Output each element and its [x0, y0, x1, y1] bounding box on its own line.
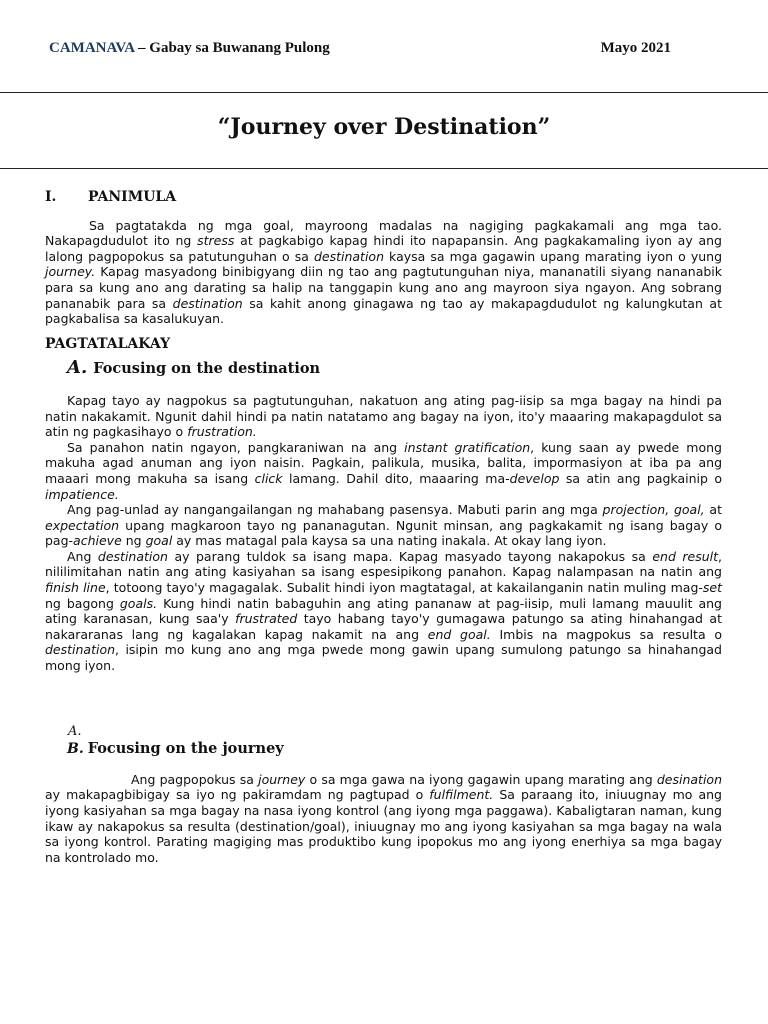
destination-paragraph-1: Kapag tayo ay nagpokus sa pagtutunguhan, nakatuon ang ating pag-iisip sa mga bagay na hindi pa natin nakakamit. Ngunit dahil hindi pa natin natatamo ang bagay na iyon, ito'y maaaring makapagdulot sa atin ng pagkasihayo o frustration. — [45, 392, 722, 440]
subsection-b-heading — [67, 741, 722, 758]
subsection-a-heading — [67, 357, 722, 379]
subsection-a-letter: A. — [67, 357, 88, 379]
subsection-b-letter: B. — [67, 741, 84, 758]
destination-paragraph-4: Ang destination ay parang tuldok sa isang mapa. Kapag masyado tayong nakapokus sa end result, nililimitahan natin ang ating kasiyahan sa isang espesipikong panahon. Kapag nalampasan na natin ang finish line, totoong tayo'y magagalak. Subalit hindi iyon magtatagal, at kakailanganin natin muling mag-set ng bagong goals. Kung hindi natin babaguhin ang ating pananaw at pag-iisip, muli lamang mauulit ang ating karanasan, kung saa'y frustrated tayo habang tayo'y gumagawa patungo sa ating hinahangad at nakararanas lang ng kagalakan kapag nakamit na ang end goal. Imbis na magpokus sa resulta o destination, isipin mo kung ano ang mga pwede mong gawin upang sumulong patungo sa hinahangad mong iyon. — [45, 548, 723, 674]
title-rule-top — [0, 92, 768, 93]
destination-paragraph-2: Sa panahon natin ngayon, pangkaraniwan na ang instant gratification, kung saan ay pwede mong makuha agad anuman ang iyon naisin. Pagkain, palikula, musika, balita, impormasiyon at iba pa ang maaari mong makuha sa isang click lamang. Dahil dito, maaaring ma-develop sa atin ang pagkainip o impatience. — [45, 439, 723, 502]
document-body — [45, 190, 722, 865]
subsection-b-title: Focusing on the journey — [87, 740, 284, 758]
page-header — [49, 40, 671, 57]
section-pagtatalakay-heading: PAGTATALAKAY — [45, 335, 171, 352]
section-number: I. — [45, 189, 57, 205]
header-date: Mayo 2021 — [600, 40, 671, 56]
section-panimula-heading — [45, 190, 722, 206]
header-subtitle: – Gabay sa Buwanang Pulong — [134, 40, 330, 56]
title-rule-bottom — [0, 168, 768, 169]
panimula-paragraph: Sa pagtatakda ng mga goal, mayroong madalas na nagiging pagkakamali ang mga tao. Nakapagdudulot ito ng stress at pagkabigo kapag hindi ito napapansin. Ang pagkakamaling iyon ay ang lalong pagpopokus sa patutunguhan o sa destination kaysa sa mga gagawin upang marating iyon o yung journey. Kapag masyadong binibigyang diin ng tao ang pagtutunguhan niya, mananatili siyang nananabik para sa kung ano ang darating sa halip na tanggapin kung ano ang mayroon siya ngayon. Ang sobrang pananabik para sa destination sa kahit anong ginagawa ng tao ay makapagdudulot ng kalungkutan at pagkabalisa sa kasalukuyan. — [45, 217, 723, 327]
document-title: “Journey over Destination” — [217, 114, 551, 140]
section-title: PANIMULA — [88, 189, 177, 205]
journey-paragraph-1: Ang pagpopokus sa journey o sa mga gawa na iyong gagawin upang marating ang desination ay makapagbibigay sa iyo ng pakiramdam ng pagtupad o fulfilment. Sa paraang ito, iniuugnay mo ang iyong kasiyahan sa mga bagay na nasa iyong kontrol (ang iyong mga paggawa). Kabaligtaran naman, kung ikaw ay nakapokus sa resulta (destination/goal), iniuugnay mo ang iyong kasiyahan sa mga bagay na wala sa iyong kontrol. Parating magiging mas produktibo kung ipopokus mo ang iyong enerhiya sa mga bagay na kontrolado mo. — [45, 771, 722, 865]
subsection-a-title: Focusing on the destination — [93, 360, 321, 378]
stray-list-letter: A. — [68, 723, 82, 739]
destination-paragraph-3: Ang pag-unlad ay nangangailangan ng mahabang pasensya. Mabuti parin ang mga projection, goal, at expectation upang magkaroon tayo ng pananagutan. Ngunit minsan, ang pagkakamit ng isang bagay o pag-achieve ng goal ay mas matagal pala kaysa sa una nating inakala. At okay lang iyon. — [45, 502, 722, 549]
header-left — [49, 40, 330, 57]
header-org: CAMANAVA — [49, 40, 135, 56]
